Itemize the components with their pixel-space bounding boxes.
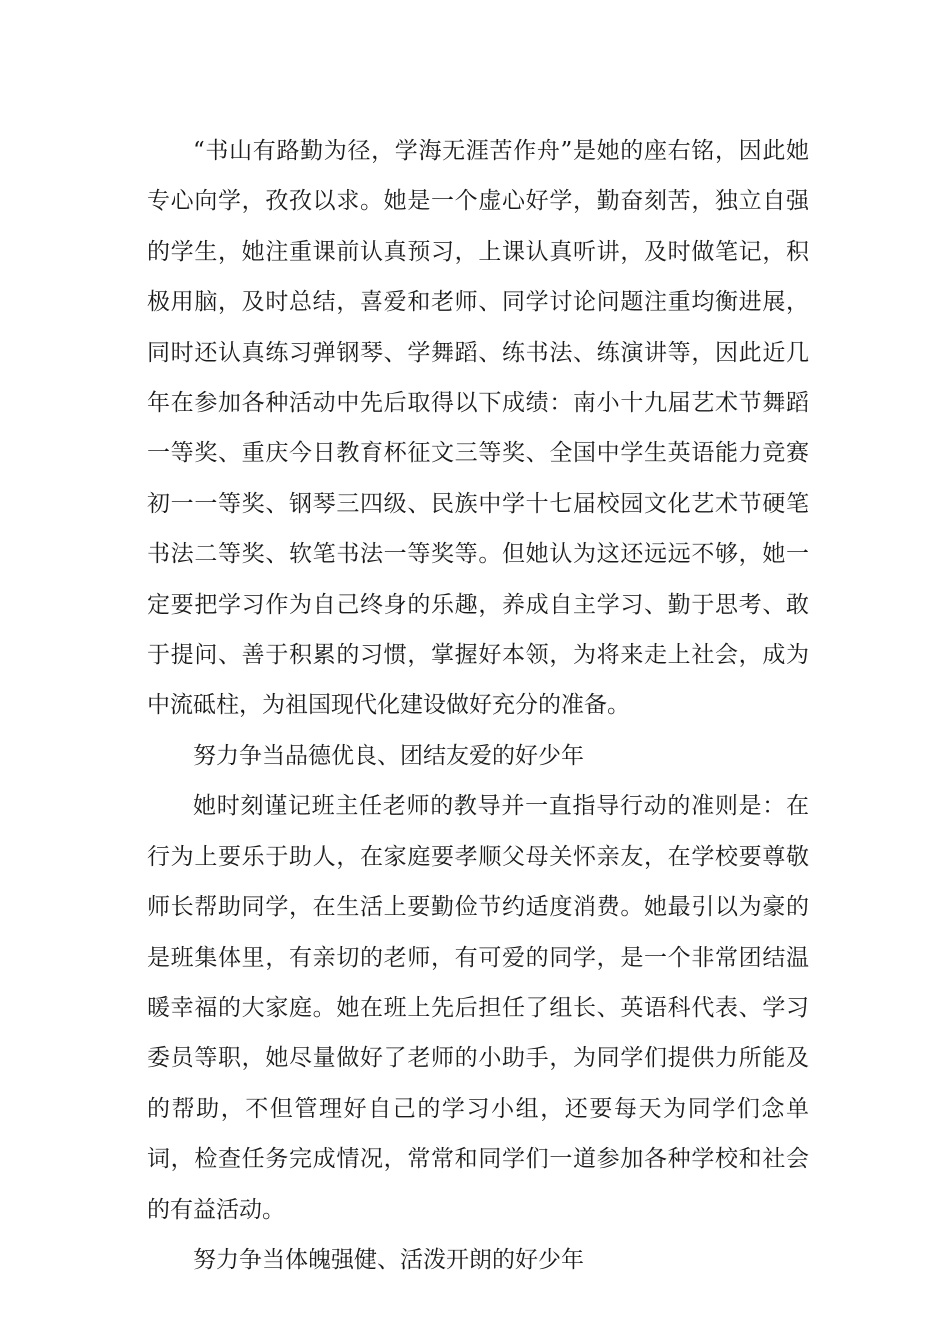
paragraph-study-motto: “书山有路勤为径，学海无涯苦作舟”是她的座右铭，因此她专心向学，孜孜以求。她是一个虚心好学，勤奋刻苦，独立自强的学生，她注重课前认真预习，上课认真听讲，及时做笔记，积极用脑，及时总结，喜爱和老师、同学讨论问题注重均衡进展，同时还认真练习弹钢琴、学舞蹈、练书法、练演讲等，因此近几年在参加各种活动中先后取得以下成绩：南小十九届艺术节舞蹈一等奖、重庆今日教育杯征文三等奖、全国中学生英语能力竞赛初一一等奖、钢琴三四级、民族中学十七届校园文化艺术节硬笔书法二等奖、软笔书法一等奖等。但她认为这还远远不够，她一定要把学习作为自己终身的乐趣，养成自主学习、勤于思考、敢于提问、善于积累的习惯，掌握好本领，为将来走上社会，成为中流砥柱，为祖国现代化建设做好充分的准备。 [147, 138, 809, 719]
section-heading-physical: 努力争当体魄强健、活泼开朗的好少年 [193, 1246, 584, 1273]
paragraph-class-helper: 她时刻谨记班主任老师的教导并一直指导行动的准则是：在行为上要乐于助人，在家庭要孝顺父母关怀亲友，在学校要尊敬师长帮助同学，在生活上要勤俭节约适度消费。她最引以为豪的是班集体里，有亲切的老师，有可爱的同学，是一个非常团结温暖幸福的大家庭。她在班上先后担任了组长、英语科代表、学习委员等职，她尽量做好了老师的小助手，为同学们提供力所能及的帮助，不但管理好自己的学习小组，还要每天为同学们念单词，检查任务完成情况，常常和同学们一道参加各种学校和社会的有益活动。 [147, 793, 809, 1223]
document-body [147, 126, 809, 1285]
section-heading-moral: 努力争当品德优良、团结友爱的好少年 [193, 742, 584, 769]
